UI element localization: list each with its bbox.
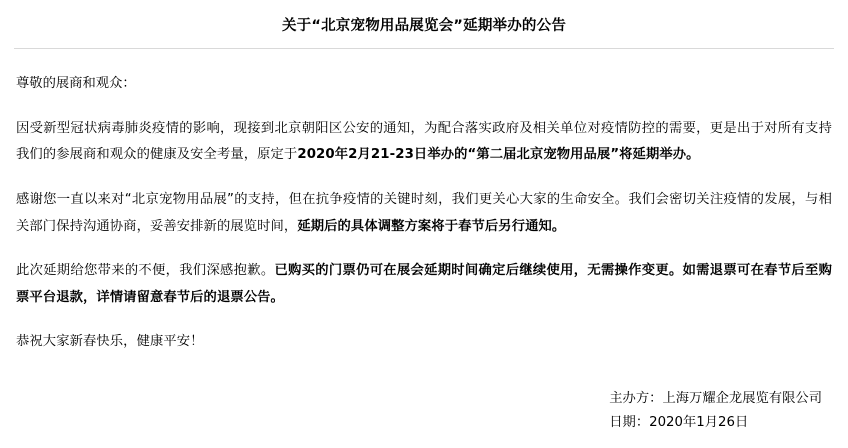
date-value: 2020年1月26日 (649, 415, 749, 431)
organizer-label: 主办方： (609, 390, 663, 406)
page-title: 关于“北京宠物用品展览会”延期举办的公告 (281, 18, 567, 34)
paragraph-4-segment-1: 恭祝大家新春快乐，健康平安！ (16, 334, 204, 350)
paragraph-2-segment-1: 感谢您一直以来对“北京宠物用品展”的支持，但在抗争疫情的关键时刻，我们更关心大家的生命安全。我们会密切关注疫情的发展，与相关部门保持沟通协商，妥善安排新的展览时间， (16, 191, 832, 234)
paragraph-3 (16, 258, 832, 311)
document-body (14, 49, 834, 356)
paragraph-2 (16, 187, 832, 240)
salutation: 尊敬的展商和观众： (16, 76, 136, 92)
organizer-row (609, 387, 822, 412)
document-footer (609, 387, 822, 436)
paragraph-3-segment-1: 此次延期给您带来的不便，我们深感抱歉。 (16, 263, 275, 279)
organizer-value: 上海万耀企龙展览有限公司 (662, 390, 822, 406)
date-label: 日期： (609, 415, 650, 431)
paragraph-3-segment-2: 已购买的门票仍可在展会延期时间确定后继续使用，无需操作变更。如需退票可在春节后至购票平台退款，详情请留意春节后的退票公告。 (16, 263, 832, 305)
paragraph-1-segment-2: 2020年2月21-23日举办的“第二届北京宠物用品展”将延期举办。 (297, 147, 700, 163)
spacer-after-paragraph-2 (16, 240, 832, 258)
paragraph-4 (16, 329, 832, 356)
paragraph-1-segment-1: 因受新型冠状病毒肺炎疫情的影响，现接到北京朝阳区公安的通知，为配合落实政府及相关单位对疫情防控的需要，更是出于对所有支持我们的参展商和观众的健康及安全考量，原定于 (16, 120, 832, 163)
spacer-after-salutation (16, 98, 832, 116)
date-row (609, 411, 822, 436)
spacer-after-paragraph-1 (16, 169, 832, 187)
spacer-after-paragraph-3 (16, 311, 832, 329)
paragraph-1 (16, 116, 832, 169)
spacer-after-divider (16, 49, 832, 71)
paragraph-2-segment-2: 延期后的具体调整方案将于春节后另行通知。 (297, 218, 566, 234)
